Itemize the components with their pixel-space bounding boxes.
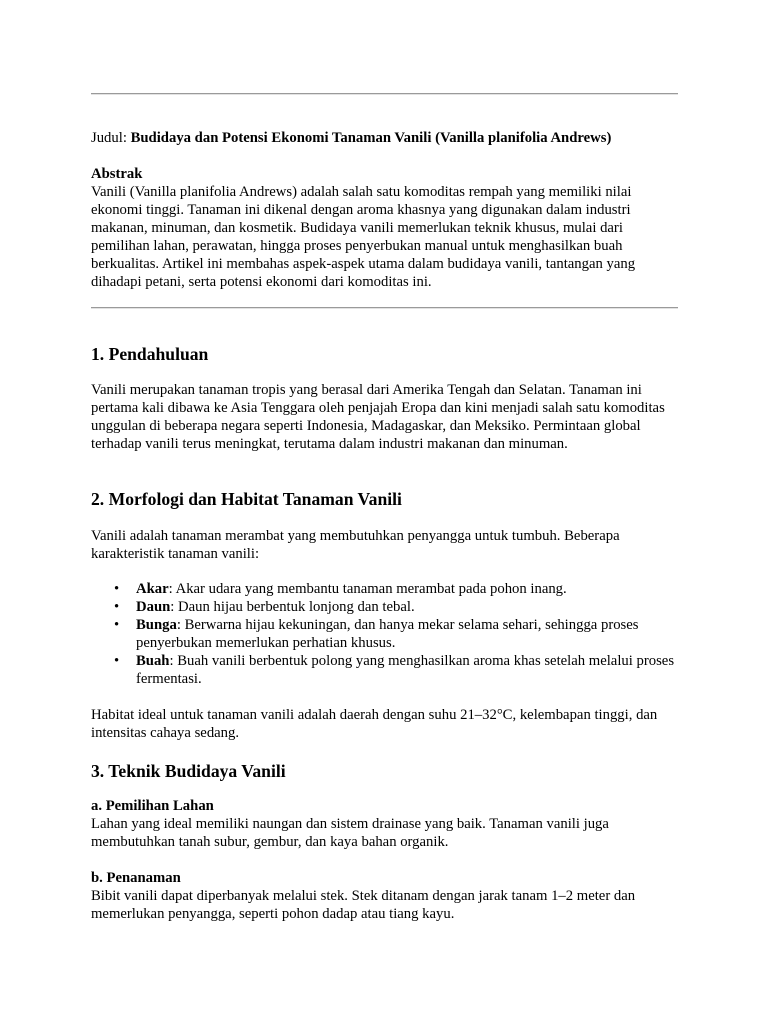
title-label: Judul: [91, 130, 123, 146]
list-item-term: Buah: [136, 653, 170, 669]
document-title: [91, 129, 678, 147]
list-item: [91, 598, 678, 616]
list-item-desc: : Buah vanili berbentuk polong yang menghasilkan aroma khas setelah melalui proses fermentasi.: [136, 653, 675, 687]
list-item: [91, 616, 678, 652]
subsection-heading: b. Penanaman: [91, 870, 181, 886]
section-heading-pendahuluan: 1. Pendahuluan: [91, 344, 209, 364]
title-separator: :: [122, 130, 131, 146]
habitat-paragraph: Habitat ideal untuk tanaman vanili adalah daerah dengan suhu 21–32°C, kelembapan tinggi, dan intensitas cahaya sedang.: [91, 707, 658, 741]
bullet-icon: •: [114, 653, 120, 669]
abstract-heading: Abstrak: [91, 166, 143, 182]
subsection-penanaman: [91, 869, 678, 923]
abstract-block: [91, 165, 678, 291]
list-item-desc: : Akar udara yang membantu tanaman merambat pada pohon inang.: [168, 581, 567, 597]
subsection-body: Bibit vanili dapat diperbanyak melalui stek. Stek ditanam dengan jarak tanam 1–2 meter dan memerlukan penyangga, seperti pohon dadap atau tiang kayu.: [91, 888, 636, 922]
top-divider: [91, 93, 678, 95]
subsection-pemilihan-lahan: [91, 797, 678, 851]
abstract-divider: [91, 307, 678, 309]
morfologi-intro: Vanili adalah tanaman merambat yang membutuhkan penyangga untuk tumbuh. Beberapa karakteristik tanaman vanili:: [91, 528, 620, 562]
section-heading-morfologi: 2. Morfologi dan Habitat Tanaman Vanili: [91, 489, 402, 509]
list-item-term: Daun: [136, 599, 171, 615]
list-item-term: Akar: [136, 581, 169, 597]
list-item-term: Bunga: [136, 617, 177, 633]
abstract-body: Vanili (Vanilla planifolia Andrews) adalah salah satu komoditas rempah yang memiliki nilai ekonomi tinggi. Tanaman ini dikenal dengan aroma khasnya yang digunakan dalam industri makanan, minuman, dan kosmetik. Budidaya vanili memerlukan teknik khusus, mulai dari pemilihan lahan, perawatan, hingga proses penyerbukan manual untuk menghasilkan buah berkualitas. Artikel ini membahas aspek-aspek utama dalam budidaya vanili, tantangan yang dihadapi petani, serta potensi ekonomi dari komoditas ini.: [91, 184, 636, 290]
pendahuluan-paragraph: Vanili merupakan tanaman tropis yang berasal dari Amerika Tengah dan Selatan. Tanaman ini pertama kali dibawa ke Asia Tenggara oleh penjajah Eropa dan kini menjadi salah satu komoditas unggulan di beberapa negara seperti Indonesia, Madagaskar, dan Meksiko. Permintaan global terhadap vanili terus meningkat, terutama dalam industri makanan dan minuman.: [91, 382, 665, 452]
bullet-icon: •: [114, 617, 120, 633]
bullet-icon: •: [114, 599, 120, 615]
list-item-desc: : Berwarna hijau kekuningan, dan hanya mekar selama sehari, sehingga proses penyerbukan memerlukan perhatian khusus.: [136, 617, 639, 651]
title-text: Budidaya dan Potensi Ekonomi Tanaman Vanili (Vanilla planifolia Andrews): [130, 130, 612, 146]
list-item-desc: : Daun hijau berbentuk lonjong dan tebal.: [170, 599, 415, 615]
subsection-heading: a. Pemilihan Lahan: [91, 798, 214, 814]
list-item: [91, 580, 678, 598]
characteristics-list: [91, 580, 678, 688]
section-heading-teknik-budidaya: 3. Teknik Budidaya Vanili: [91, 761, 286, 781]
list-item: [91, 652, 678, 688]
bullet-icon: •: [114, 581, 120, 597]
subsection-body: Lahan yang ideal memiliki naungan dan sistem drainase yang baik. Tanaman vanili juga membutuhkan tanah subur, gembur, dan kaya bahan organik.: [91, 816, 609, 850]
